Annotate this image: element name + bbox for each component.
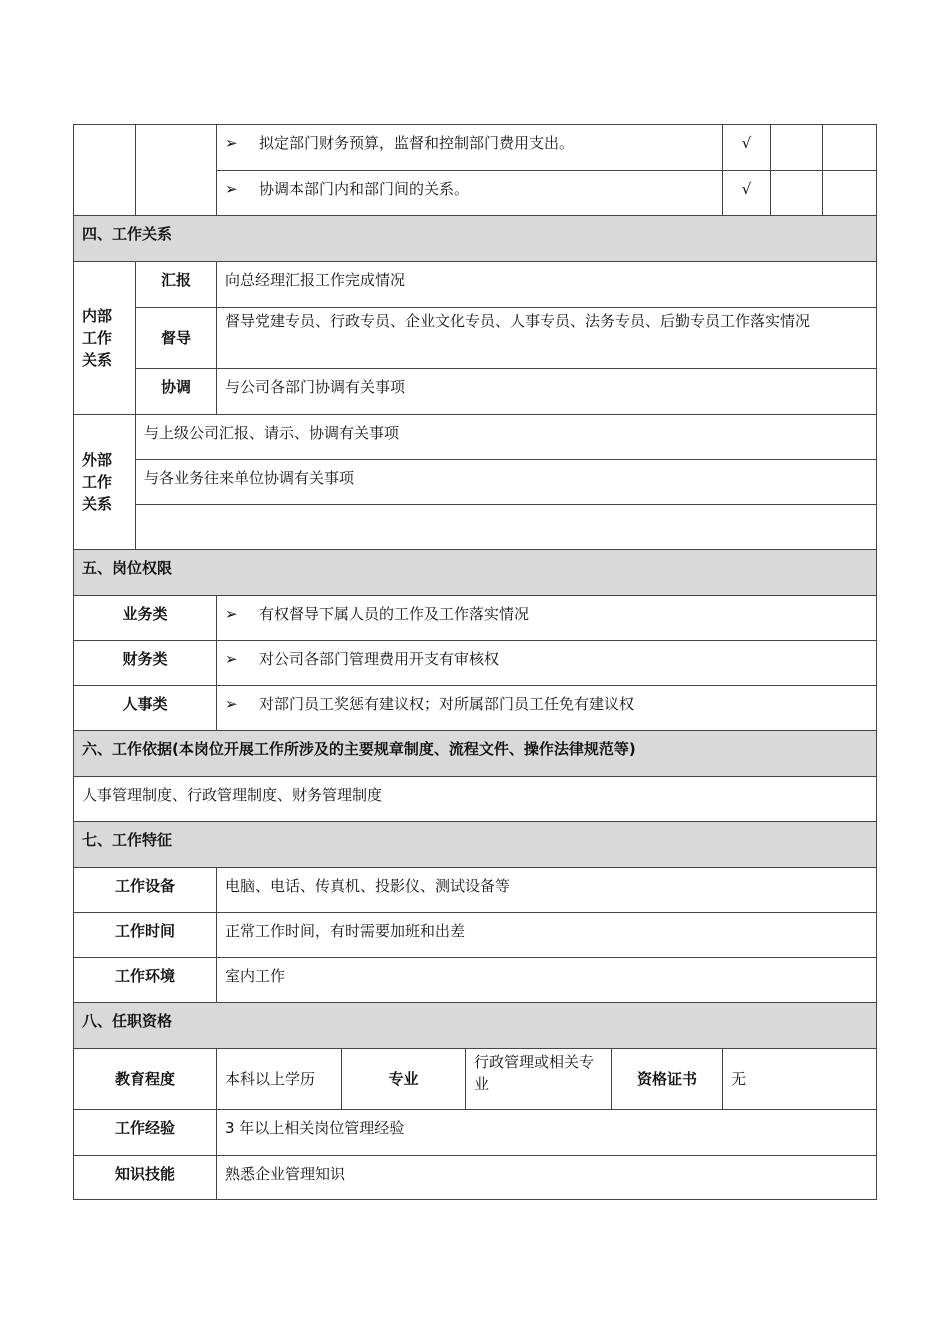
certificate-label: 资格证书 (612, 1049, 723, 1110)
skill-value: 熟悉企业管理知识 (217, 1156, 877, 1200)
feature-text: 电脑、电话、传真机、投影仪、测试设备等 (217, 868, 877, 913)
authority-text: 对部门员工奖惩有建议权；对所属部门员工任免有建议权 (259, 695, 635, 713)
relation-text: 向总经理汇报工作完成情况 (217, 262, 877, 308)
duty-empty-cell (823, 125, 877, 171)
external-relation-label: 外部 工作 关系 (74, 415, 136, 550)
feature-label: 工作时间 (74, 913, 217, 958)
feature-row (74, 868, 877, 913)
relation-row (74, 308, 877, 369)
authority-text: 有权督导下属人员的工作及工作落实情况 (259, 605, 530, 623)
authority-label: 业务类 (74, 596, 217, 641)
job-description-document (73, 124, 876, 1200)
relation-row (74, 415, 877, 460)
internal-relation-label: 内部 工作 关系 (74, 262, 136, 415)
authority-row (74, 686, 877, 731)
relation-type-label: 督导 (136, 308, 217, 369)
authority-row (74, 596, 877, 641)
relation-type-label: 协调 (136, 369, 217, 415)
duty-empty-cell (771, 125, 823, 171)
skill-label: 知识技能 (74, 1156, 217, 1200)
duty-check: √ (723, 125, 771, 171)
relation-row (74, 460, 877, 505)
duty-empty-cell (823, 171, 877, 216)
bullet-arrow-icon: ➢ (225, 134, 238, 152)
bullet-arrow-icon: ➢ (225, 180, 238, 198)
authority-text-cell (217, 641, 877, 686)
qualification-row (74, 1049, 877, 1110)
basis-text: 人事管理制度、行政管理制度、财务管理制度 (74, 777, 877, 822)
relation-text: 与公司各部门协调有关事项 (217, 369, 877, 415)
section-title: 八、任职资格 (74, 1003, 877, 1049)
relation-row (74, 369, 877, 415)
feature-text: 室内工作 (217, 958, 877, 1003)
relation-text: 与上级公司汇报、请示、协调有关事项 (136, 415, 877, 460)
relation-row (74, 262, 877, 308)
duty-text: 协调本部门内和部门间的关系。 (259, 180, 470, 198)
qualification-row (74, 1110, 877, 1156)
bullet-arrow-icon: ➢ (225, 605, 238, 623)
authority-text-cell (217, 686, 877, 731)
relation-text: 督导党建专员、行政专员、企业文化专员、人事专员、法务专员、后勤专员工作落实情况 (217, 308, 877, 369)
duty-row (74, 125, 877, 171)
qualification-row (74, 1156, 877, 1200)
duty-text: 拟定部门财务预算，监督和控制部门费用支出。 (259, 134, 575, 152)
relation-row (74, 505, 877, 550)
authority-text-cell (217, 596, 877, 641)
bullet-arrow-icon: ➢ (225, 650, 238, 668)
section-title: 五、岗位权限 (74, 550, 877, 596)
duty-text-cell (217, 125, 723, 171)
feature-text: 正常工作时间，有时需要加班和出差 (217, 913, 877, 958)
duty-blank-cell (74, 125, 136, 216)
major-label: 专业 (342, 1049, 466, 1110)
bullet-arrow-icon: ➢ (225, 695, 238, 713)
certificate-value: 无 (723, 1049, 877, 1110)
feature-row (74, 958, 877, 1003)
relation-type-label: 汇报 (136, 262, 217, 308)
authority-row (74, 641, 877, 686)
section-title: 七、工作特征 (74, 822, 877, 868)
education-label: 教育程度 (74, 1049, 217, 1110)
education-value: 本科以上学历 (217, 1049, 342, 1110)
major-value: 行政管理或相关专业 (466, 1049, 612, 1110)
authority-label: 财务类 (74, 641, 217, 686)
feature-label: 工作环境 (74, 958, 217, 1003)
duty-empty-cell (771, 171, 823, 216)
authority-label: 人事类 (74, 686, 217, 731)
section-title: 四、工作关系 (74, 216, 877, 262)
feature-label: 工作设备 (74, 868, 217, 913)
relation-text (136, 505, 877, 550)
experience-value: 3 年以上相关岗位管理经验 (217, 1110, 877, 1156)
relation-text: 与各业务往来单位协调有关事项 (136, 460, 877, 505)
experience-label: 工作经验 (74, 1110, 217, 1156)
duty-blank-cell (136, 125, 217, 216)
authority-text: 对公司各部门管理费用开支有审核权 (259, 650, 500, 668)
feature-row (74, 913, 877, 958)
duty-text-cell (217, 171, 723, 216)
section-title: 六、工作依据(本岗位开展工作所涉及的主要规章制度、流程文件、操作法律规范等) (74, 731, 877, 777)
duty-check: √ (723, 171, 771, 216)
job-description-table (73, 124, 877, 1200)
